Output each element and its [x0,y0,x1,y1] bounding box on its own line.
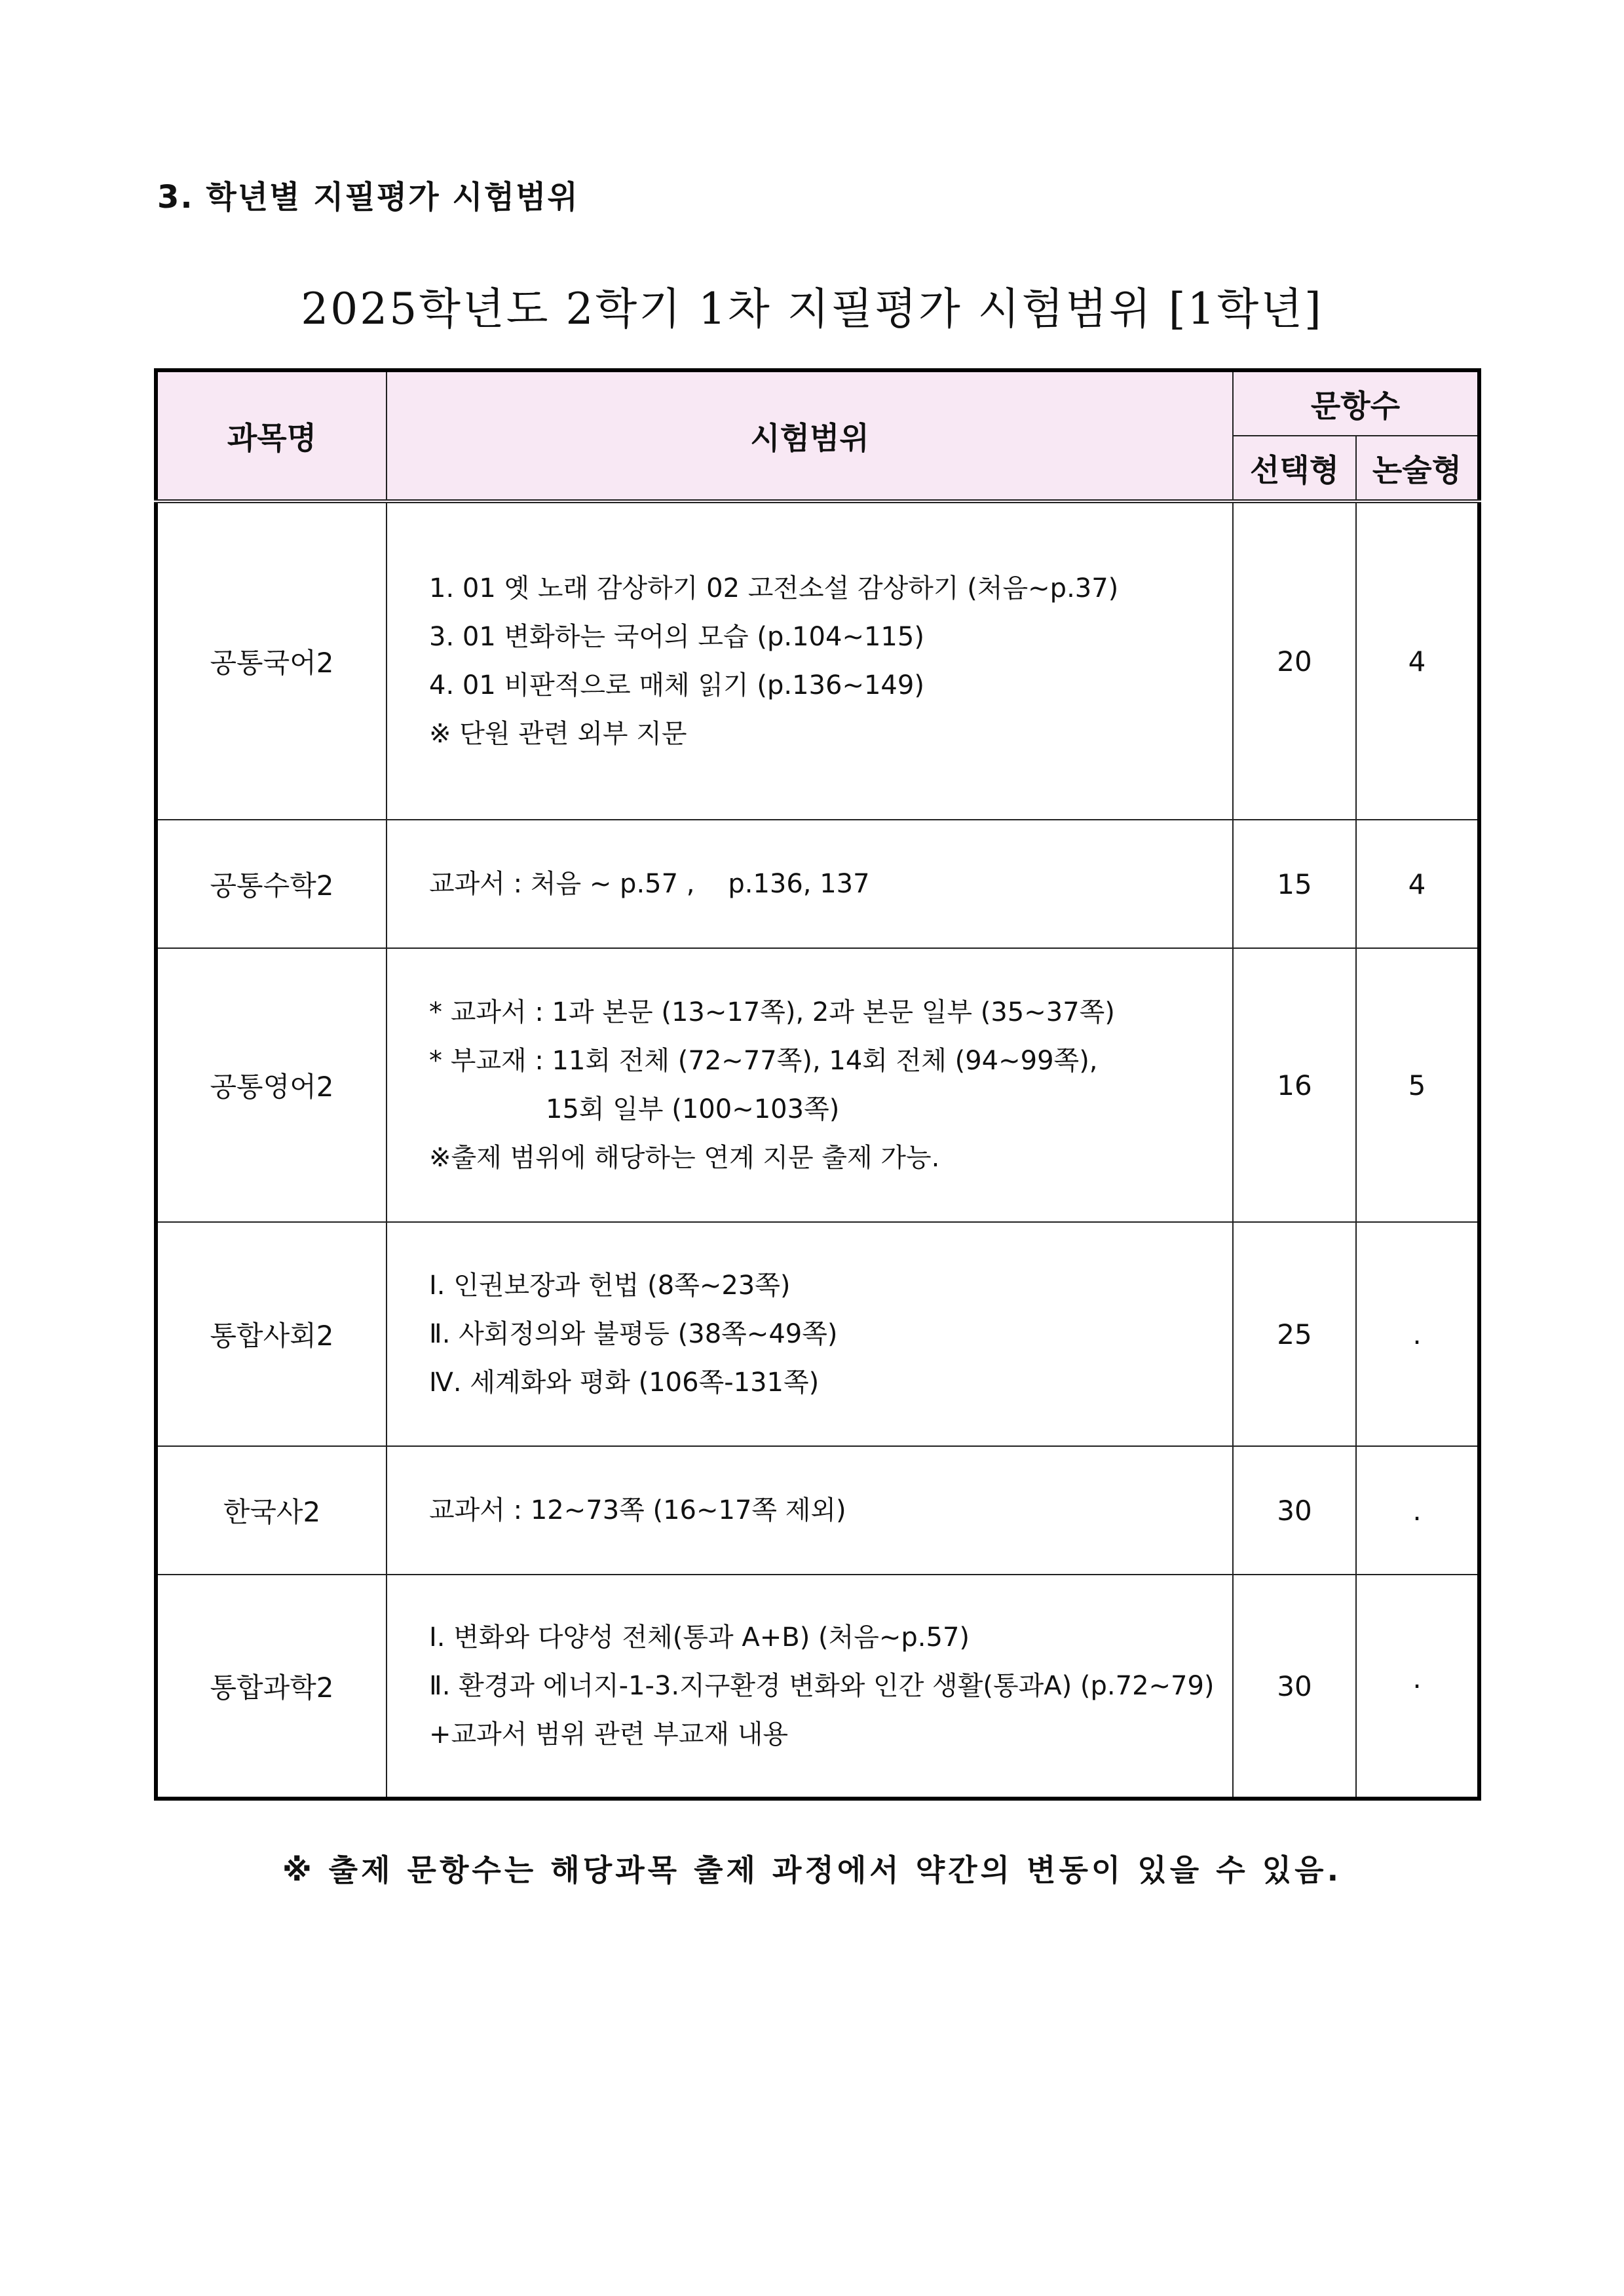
range-line: Ⅰ. 변화와 다양성 전체(통과 A+B) (처음~p.57) [429,1622,970,1653]
range-line: ※ 단원 관련 외부 지문 [429,719,687,749]
essay-count: . [1356,1446,1479,1575]
essay-count: 4 [1356,501,1479,820]
essay-count: 5 [1356,948,1479,1222]
range-line: 15회 일부 (100~103쪽) [429,1094,840,1124]
page-title: 2025학년도 2학기 1차 지필평가 시험범위 [1학년] [301,284,1323,334]
header-choice: 선택형 [1233,436,1356,501]
footnote: ※ 출제 문항수는 해당과목 출제 과정에서 약간의 변동이 있을 수 있음. [282,1852,1342,1888]
exam-range-table [154,368,1481,1801]
subject-cell: 한국사2 [156,1446,387,1575]
range-line: Ⅱ. 사회정의와 불평등 (38쪽~49쪽) [429,1319,838,1349]
range-line: 1. 01 옛 노래 감상하기 02 고전소설 감상하기 (처음~p.37) [429,573,1119,603]
header-range: 시험범위 [387,370,1233,501]
range-line: 교과서 : 처음 ~ p.57 , p.136, 137 [429,869,870,899]
header-count: 문항수 [1233,370,1479,436]
range-line: Ⅰ. 인권보장과 헌법 (8쪽~23쪽) [429,1271,791,1301]
essay-count: . [1356,1222,1479,1446]
range-line: ※출제 범위에 해당하는 연계 지문 출제 가능. [429,1143,940,1173]
range-cell [387,948,1233,1222]
essay-count: 4 [1356,820,1479,948]
table-row [156,501,1479,820]
choice-count: 20 [1233,501,1356,820]
range-line: 3. 01 변화하는 국어의 모습 (p.104~115) [429,622,924,652]
subject-cell: 공통영어2 [156,948,387,1222]
range-line: +교과서 범위 관련 부교재 내용 [429,1719,789,1750]
table-row [156,820,1479,948]
range-line: Ⅱ. 환경과 에너지-1-3.지구환경 변화와 인간 생활(통과A) (p.72~79) [429,1671,1215,1701]
table-row [156,1222,1479,1446]
choice-count: 16 [1233,948,1356,1222]
table-row [156,1446,1479,1575]
range-cell [387,1446,1233,1575]
range-line: 4. 01 비판적으로 매체 읽기 (p.136~149) [429,670,924,700]
choice-count: 25 [1233,1222,1356,1446]
range-line: 교과서 : 12~73쪽 (16~17쪽 제외) [429,1495,846,1525]
range-cell [387,1222,1233,1446]
range-line: Ⅳ. 세계화와 평화 (106쪽-131쪽) [429,1368,820,1398]
table-row [156,948,1479,1222]
header-subject: 과목명 [156,370,387,501]
subject-cell: 공통국어2 [156,501,387,820]
subject-cell: 통합사회2 [156,1222,387,1446]
choice-count: 15 [1233,820,1356,948]
choice-count: 30 [1233,1446,1356,1575]
range-line: * 부교재 : 11회 전체 (72~77쪽), 14회 전체 (94~99쪽), [429,1046,1098,1076]
subject-cell: 공통수학2 [156,820,387,948]
range-line: * 교과서 : 1과 본문 (13~17쪽), 2과 본문 일부 (35~37쪽) [429,997,1115,1027]
choice-count: 30 [1233,1575,1356,1799]
section-heading: 3. 학년별 지필평가 시험범위 [157,179,579,216]
range-cell [387,501,1233,820]
table-row [156,1575,1479,1799]
essay-count: · [1356,1575,1479,1799]
subject-cell: 통합과학2 [156,1575,387,1799]
range-cell [387,1575,1233,1799]
header-essay: 논술형 [1356,436,1479,501]
range-cell [387,820,1233,948]
